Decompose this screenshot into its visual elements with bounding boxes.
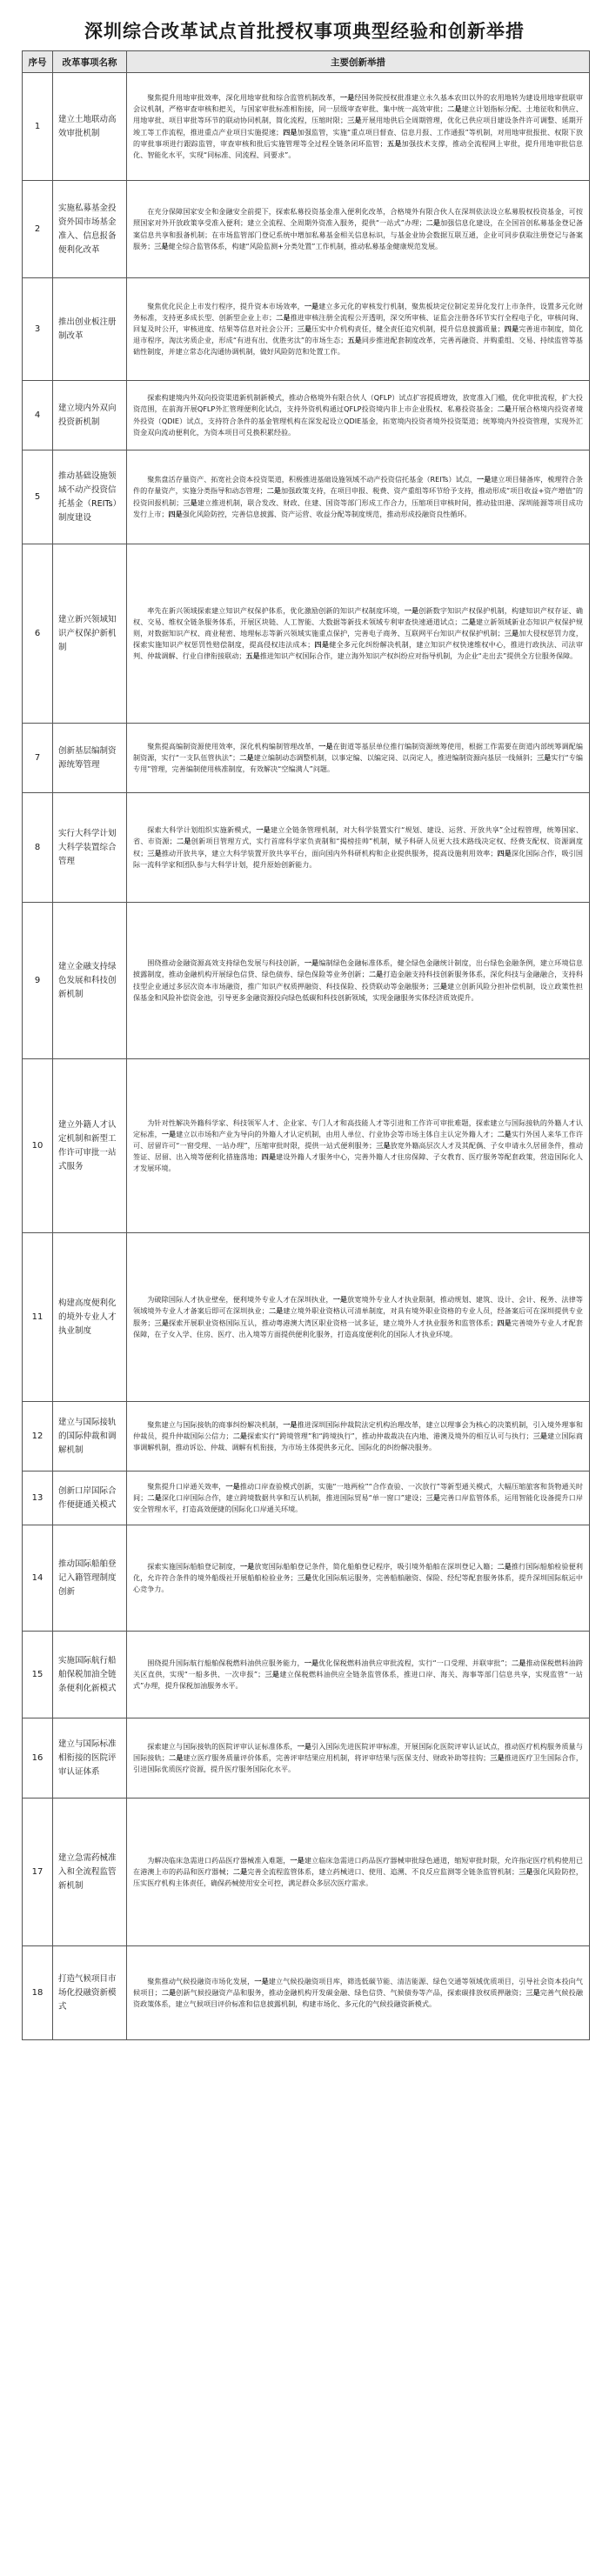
measure-text: 加强监管，实施“重点项目督查、信息月报、工作通报”等机制，对用地审批报批、权限下放的审批事项进行跟踪监管，审查审核和批后实施管理等全过程全链条闭环监管； <box>133 127 583 148</box>
measure-text: 推动保税燃料油跨关区直供，实现“一船多供、一次申报”； <box>133 1658 583 1678</box>
measure-ordinal: 二是 <box>497 1561 512 1571</box>
table-row <box>23 793 590 903</box>
measure-ordinal: 一是 <box>318 741 333 751</box>
measure-ordinal: 一是 <box>256 825 271 835</box>
measure-text: 推动口岸查验模式创新，实施“一地两检”“合作查验、一次放行”等新型通关模式，大幅压缩旅客和货物通关时间； <box>133 1481 583 1502</box>
measure-text: 建立全链条管理机制，对大科学装置实行“规划、建设、运营、开放共享”全过程管理，统筹国家、省、市资源； <box>133 825 583 846</box>
measure-text: 加强政策支持，在项目申报、税费、资产重组等环节给予支持，推动形成“项目收益+资产增值”的投资回报机制； <box>133 486 584 507</box>
measure-ordinal: 三是 <box>532 1431 548 1440</box>
measure-ordinal: 二是 <box>147 1492 162 1502</box>
measure-ordinal: 二是 <box>425 218 441 228</box>
reform-item-name: 实行大科学计划大科学装置综合管理 <box>53 793 127 903</box>
table-row <box>23 73 590 181</box>
measure-ordinal: 三是 <box>154 241 169 250</box>
measure-text: 加大侵权惩罚力度，探索实施知识产权惩罚性赔偿制度，提高侵权违法成本； <box>133 628 583 650</box>
measure-text: 探索实行“跨境管理”和“跨境执行”，推动仲裁裁决在内地、港澳及境外的相互认可与执行； <box>247 1431 533 1440</box>
measure-text: 建立以市场和产业为导向的外籍人才认定机制，由用人单位、行业协会等市场主体自主认定外籍人才； <box>176 1129 498 1138</box>
measure-ordinal: 一是 <box>339 93 355 103</box>
measure-text: 建立临床急需进口药品医疗器械审批绿色通道，缩短审批时限，允许指定医疗机构使用已在港澳上市的药品和医疗器械； <box>133 1855 583 1876</box>
row-number: 6 <box>23 544 53 724</box>
measure-text: 健全多元化纠纷解决机制，建立知识产权快速维权中心，推进行政执法、司法审判、仲裁调解、行业自律衔接联动； <box>133 640 583 661</box>
measure-text: 建立编制动态调整机制，以事定编、以编定岗、以岗定人，推进编制资源向基层一线倾斜； <box>253 752 537 762</box>
measure-text: 探索大科学计划组织实施新模式， <box>147 825 257 835</box>
measure-text: 建立新领域新业态知识产权保护规则，对数据知识产权、商业秘密、地理标志等新兴领域实施重点保护，完善电子商务、互联网平台知识产权保护机制； <box>133 617 583 637</box>
measures-paragraph <box>133 824 583 870</box>
measure-text: 强化风险防控，压实医疗机构主体责任，确保药械使用安全可控，满足群众多层次医疗需求。 <box>133 1866 583 1888</box>
reform-item-name: 建立新兴领域知识产权保护新机制 <box>53 544 127 724</box>
measure-ordinal: 一是 <box>225 1481 240 1491</box>
measure-text: 引入国际先进医院评审标准，开展国际化医院评审认证试点，推动医疗机构服务质量与国际接轨； <box>133 1741 583 1762</box>
measures-paragraph <box>133 301 583 357</box>
measures-paragraph <box>133 1658 583 1692</box>
measure-ordinal: 四是 <box>283 127 298 137</box>
row-number: 14 <box>23 1525 53 1632</box>
innovation-measures <box>127 1402 590 1472</box>
table-row <box>23 1402 590 1472</box>
measure-text: 推行国际船舶检验便利化，允许符合条件的境外船级社开展船舶检验业务； <box>133 1561 583 1582</box>
measures-paragraph <box>133 1419 583 1453</box>
measures-paragraph <box>133 392 583 437</box>
measure-ordinal: 一是 <box>283 1419 298 1429</box>
measures-paragraph <box>133 1294 583 1339</box>
measures-paragraph <box>133 1855 583 1889</box>
measure-text: 健全综合监管体系，构建“风险监测+分类处置”工作机制，推动私募基金健康规范发展。 <box>168 241 443 250</box>
measure-ordinal: 二是 <box>497 1129 512 1138</box>
measure-ordinal: 三是 <box>525 1987 540 1997</box>
measure-text: 聚焦推动气候投融资市场化发展， <box>147 1976 255 1985</box>
measure-ordinal: 三是 <box>490 1752 505 1762</box>
measure-ordinal: 二是 <box>232 1866 248 1876</box>
table-body <box>23 73 590 2040</box>
reform-item-name: 建立与国际标准相衔接的医院评审认证体系 <box>53 1718 127 1799</box>
measure-ordinal: 四是 <box>314 640 330 650</box>
measure-text: 优化国际航运服务，完善船舶融资、保险、经纪等配套服务体系，提升深圳国际航运中心竞争力。 <box>133 1572 583 1594</box>
measure-ordinal: 四是 <box>497 848 512 858</box>
measures-paragraph <box>133 1118 583 1174</box>
row-number: 11 <box>23 1233 53 1402</box>
table-row <box>23 1233 590 1402</box>
innovation-measures <box>127 903 590 1059</box>
measure-text: 完善口岸监管体系，运用智能化设备提升口岸安全管理水平，打造高效便捷的国际化口岸通关环境。 <box>133 1492 583 1514</box>
innovation-measures <box>127 278 590 381</box>
measure-ordinal: 二是 <box>232 1431 248 1440</box>
measure-text: 压实中介机构责任，健全责任追究机制，提升信息披露质量； <box>311 324 505 333</box>
table-row <box>23 381 590 450</box>
measure-text: 在充分保障国家安全和金融安全前提下，探索私募投资基金准入便利化改革，合格境外有限合伙人在深圳依法设立私募股权投资基金，可按照国家对外开放政策享受准入便利；建立全流程、全周期外资准入服务，提供“一站式”办理； <box>133 207 583 228</box>
reform-item-name: 创新基层编制资源统筹管理 <box>53 724 127 793</box>
measure-ordinal: 二是 <box>511 1658 526 1667</box>
measure-text: 加强技术支撑，推动全流程网上审批，提升用地审批信息化、智能化水平，实现“同标准、同流程、同要求”。 <box>133 138 583 159</box>
measures-paragraph <box>133 1481 583 1515</box>
measure-text: 强化风险防控，完善信息披露、资产运营、收益分配等制度规范，推动形成投融资良性循环。 <box>182 509 472 518</box>
measure-text: 同步推进配套制度改革，完善再融资、并购重组、交易、持续监管等基础性制度，并建立常态化沟通协调机制，做好风险防范和处置工作。 <box>133 336 583 357</box>
reform-item-name: 实施国际航行船舶保税加油全链条便利化新模式 <box>53 1632 127 1718</box>
measure-text: 聚焦提升口岸通关效率， <box>147 1481 226 1491</box>
measure-text: 实行外国人来华工作许可、居留许可“一窗受理、一站办理”，压缩审批时限，提供一站式便利服务； <box>133 1129 583 1150</box>
document-title: 深圳综合改革试点首批授权事项典型经验和创新举措 <box>84 21 525 42</box>
header-content: 主要创新举措 <box>127 51 590 73</box>
reform-item-name: 建立与国际接轨的国际仲裁和调解机制 <box>53 1402 127 1472</box>
measure-text: 围绕推动金融资源高效支持绿色发展与科技创新， <box>147 958 304 968</box>
measure-text: 打造金融支持科技创新服务体系，深化科技与金融融合，支持科技型企业通过多层次资本市场融资，推广知识产权质押融资、科技保险、投贷联动等金融服务； <box>133 970 583 991</box>
measure-ordinal: 二是 <box>239 752 254 762</box>
measure-ordinal: 三是 <box>183 497 197 507</box>
measure-ordinal: 二是 <box>461 617 476 626</box>
table-row <box>23 450 590 544</box>
measure-text: 完善气候投融资政策体系，建立气候项目评价标准和信息披露机制，构建市场化、多元化的气候投融资新模式。 <box>133 1987 583 2009</box>
measure-text: 探索建立与国际接轨的医院评审认证标准体系， <box>147 1741 298 1751</box>
innovation-measures <box>127 381 590 450</box>
measure-text: 推动开放共享，建立大科学装置开放共享平台，面向国内外科研机构和企业提供服务，提高设施利用效率； <box>161 848 498 858</box>
measure-ordinal: 五是 <box>245 651 260 661</box>
row-number: 7 <box>23 724 53 793</box>
measure-text: 完善境外专业人才配套保障，在子女入学、住房、医疗、出入境等方面提供便利化服务，打造高度便利化的国际人才执业环境。 <box>133 1318 583 1338</box>
row-number: 2 <box>23 181 53 278</box>
measure-text: 经国务院授权批准建立永久基本农田以外的农用地转为建设用地审批联审会议机制，严格审查审核和把关，与国家审批标准相衔接，同一层级审查审批、集中统一高效审批； <box>133 93 583 114</box>
measure-ordinal: 二是 <box>447 104 462 114</box>
measure-text: 优化保税燃料油供应审批流程，实行“一口受理、并联审批”； <box>318 1658 512 1667</box>
measure-ordinal: 二是 <box>497 404 512 414</box>
table-row <box>23 1946 590 2040</box>
innovation-measures <box>127 793 590 903</box>
innovation-measures <box>127 1799 590 1946</box>
measure-ordinal: 一是 <box>304 958 319 968</box>
measures-paragraph <box>133 1976 583 2010</box>
innovation-measures <box>127 1525 590 1632</box>
measures-paragraph <box>133 92 583 161</box>
reform-item-name: 实施私募基金投资外国市场基金准入、信息报备便利化改革 <box>53 181 127 278</box>
innovation-measures <box>127 1233 590 1402</box>
measure-ordinal: 二是 <box>368 970 384 979</box>
measure-ordinal: 三是 <box>347 116 362 125</box>
measure-text: 聚焦提升用地审批效率，深化用地审批和综合监管机制改革， <box>147 93 340 103</box>
measure-text: 聚焦盘活存量资产、拓宽社会资本投资渠道，积极推进基础设施领域不动产投资信托基金（REITs）试点， <box>147 475 478 484</box>
table-row <box>23 724 590 793</box>
row-number: 10 <box>23 1059 53 1233</box>
row-number: 4 <box>23 381 53 450</box>
table-row <box>23 903 590 1059</box>
measure-text: 建立医疗服务质量评价体系，完善评审结果应用机制，将评审结果与医保支付、财政补助等挂钩； <box>183 1752 491 1762</box>
row-number: 18 <box>23 1946 53 2040</box>
table-row <box>23 1472 590 1525</box>
measure-ordinal: 五是 <box>347 336 362 345</box>
measure-ordinal: 三是 <box>376 1140 391 1150</box>
measure-text: 探索开展职业资格国际互认，推动粤港澳大湾区职业资格一试多证，建立境外人才执业服务和监管体系； <box>169 1318 498 1327</box>
reform-item-name: 推出创业板注册制改革 <box>53 278 127 381</box>
measure-ordinal: 一是 <box>239 1561 255 1571</box>
measures-paragraph <box>133 741 583 775</box>
measure-text: 完善退市制度，简化退市程序，淘汰劣质企业，形成“有进有出、优胜劣汰”的市场生态； <box>133 324 583 345</box>
measure-ordinal: 一是 <box>290 1855 304 1865</box>
measure-text: 推进深圳国际仲裁院法定机构治理改革，建立以理事会为核心的决策机制，引入境外理事和仲裁员，提升仲裁国际公信力； <box>133 1419 583 1440</box>
row-number: 1 <box>23 73 53 181</box>
measure-text: 完善全流程监管体系，建立药械进口、使用、追溯、不良反应监测等全链条监管机制； <box>247 1866 519 1876</box>
reform-item-name: 构建高度便利化的境外专业人才执业制度 <box>53 1233 127 1402</box>
measure-text: 放宽境外专业人才执业限制，推动规划、建筑、设计、会计、税务、法律等领域境外专业人才备案后即可在深圳执业； <box>133 1295 583 1316</box>
measure-ordinal: 三是 <box>425 1492 441 1502</box>
measure-text: 在街道等基层单位推行编制资源统筹使用，根据工作需要在街道内部统筹调配编制资源，实行“一支队伍管执法”； <box>133 741 583 762</box>
measure-ordinal: 四是 <box>504 324 519 333</box>
measure-text: 推进医疗卫生国际合作，引进国际优质医疗资源，提升医疗服务国际化水平。 <box>133 1752 583 1774</box>
innovation-measures <box>127 1632 590 1718</box>
measure-ordinal: 一是 <box>304 1658 319 1667</box>
row-number: 12 <box>23 1402 53 1472</box>
measure-ordinal: 四是 <box>261 1152 277 1162</box>
measure-ordinal: 一是 <box>304 301 319 310</box>
table-header-row <box>23 51 590 73</box>
row-number: 13 <box>23 1472 53 1525</box>
measure-ordinal: 四是 <box>168 509 183 518</box>
measure-text: 围绕提升国际航行船舶保税燃料油供应服务能力， <box>147 1658 304 1667</box>
table-row <box>23 1632 590 1718</box>
measures-paragraph <box>133 1741 583 1775</box>
measure-text: 为针对性解决外籍科学家、科技领军人才、企业家、专门人才和高技能人才等引进和工作许可审批难题，探索建立与国际接轨的外籍人才认定标准， <box>133 1118 583 1138</box>
measure-ordinal: 三是 <box>297 1572 312 1582</box>
row-number: 16 <box>23 1718 53 1799</box>
measure-text: 建立计划指标分配、土地征收和供应、用地审批、项目审批等环节的联动协同机制，简化流程，压缩时限； <box>133 104 583 125</box>
reform-item-name: 打造气候项目市场化投融资新模式 <box>53 1946 127 2040</box>
measure-text: 编制绿色金融标准体系，健全绿色金融统计制度，出台绿色金融条例，建立环境信息披露制度，推动金融机构开展绿色信贷、绿色债券、绿色保险等业务创新； <box>133 958 583 979</box>
reform-item-name: 建立金融支持绿色发展和科技创新机制 <box>53 903 127 1059</box>
measure-text: 聚焦建立与国际接轨的商事纠纷解决机制， <box>147 1419 284 1429</box>
measure-ordinal: 二是 <box>176 837 191 846</box>
measure-text: 开展用地供后全周期管理，优化已供应项目建设条件许可调整、延期开竣工等工作流程，推进重点产业项目实施提速； <box>133 116 583 137</box>
measure-ordinal: 三是 <box>154 1318 170 1327</box>
measure-ordinal: 二是 <box>268 1306 284 1316</box>
innovation-measures <box>127 450 590 544</box>
measure-text: 建立创新风险分担补偿机制，设立政策性担保基金和风险补偿资金池，引导更多金融资源投向绿色低碳和科技创新领域，实现金融服务实体经济质效提升。 <box>133 981 583 1002</box>
reform-item-name: 推动国际船舶登记入籍管理制度创新 <box>53 1525 127 1632</box>
measure-text: 建立多元化的审核发行机制，聚焦板块定位制定差异化发行上市条件，设置多元化财务标准，支持更多成长型、创新型企业上市； <box>133 301 583 322</box>
measure-ordinal: 二是 <box>168 1752 184 1762</box>
measure-ordinal: 一是 <box>254 1976 269 1985</box>
measure-text: 推进审核注册全流程公开透明，深交所审核、证监会注册各环节实行全程电子化，审核问询、回复及时公开，审核进度、结果等信息对社会公开； <box>133 312 583 333</box>
reform-item-name: 创新口岸国际合作便捷通关模式 <box>53 1472 127 1525</box>
table-row <box>23 1059 590 1233</box>
reform-item-name: 建立外籍人才认定机制和新型工作许可审批一站式服务 <box>53 1059 127 1233</box>
measure-text: 建立境外职业资格认可清单制度，对具有境外职业资格的专业人员，经备案后可在深圳提供专业服务； <box>133 1306 583 1327</box>
measure-text: 深化国际合作，吸引国际一流科学家和团队参与大科学计划，提升原始创新能力。 <box>133 848 583 869</box>
measure-ordinal: 三是 <box>264 1669 280 1678</box>
table-row <box>23 1718 590 1799</box>
measure-ordinal: 一是 <box>161 1129 177 1138</box>
measures-paragraph <box>133 474 583 519</box>
measure-ordinal: 三是 <box>432 981 448 991</box>
measure-text: 探索实施国际船舶登记制度， <box>147 1561 240 1571</box>
measure-text: 为解决临床急需进口药品医疗器械准入难题， <box>147 1855 291 1865</box>
table-row <box>23 181 590 278</box>
innovation-measures <box>127 544 590 724</box>
innovation-measures <box>127 73 590 181</box>
measure-ordinal: 一是 <box>332 1295 348 1305</box>
reform-item-name: 推动基础设施领域不动产投资信托基金（REITs）制度建设 <box>53 450 127 544</box>
measure-ordinal: 二是 <box>161 1987 177 1997</box>
innovation-measures <box>127 1059 590 1233</box>
table-row <box>23 278 590 381</box>
measure-text: 放宽外籍高层次人才及其配偶、子女申请永久居留条件，推动签证、居留、出入境等便利化措施落地； <box>133 1140 583 1162</box>
table-row <box>23 1799 590 1946</box>
measure-ordinal: 五是 <box>386 138 402 148</box>
measure-ordinal: 一是 <box>477 475 492 484</box>
measure-ordinal: 二是 <box>266 486 281 496</box>
measure-text: 推进知识产权国际合作，建立海外知识产权纠纷应对指导机制，为企业“走出去”提供全方位服务保障。 <box>259 651 578 661</box>
measure-text: 建立气候投融资项目库，筛选低碳节能、清洁能源、绿色交通等领域优质项目，引导社会资本投向气候项目； <box>133 1976 583 1997</box>
header-no: 序号 <box>23 51 53 73</box>
reform-item-name: 建立土地联动高效审批机制 <box>53 73 127 181</box>
measure-text: 深化口岸国际合作，建立跨境数据共享和互认机制，推进国际贸易“单一窗口”建设； <box>161 1492 426 1502</box>
measure-text: 建立项目储备库，梳理符合条件的存量资产，实施分类指导和动态管理； <box>133 475 583 496</box>
measure-ordinal: 一是 <box>297 1741 312 1751</box>
measure-ordinal: 三是 <box>504 628 519 637</box>
row-number: 9 <box>23 903 53 1059</box>
measure-text: 建立推进机制，联合发改、财政、住建、国资等部门形成工作合力，压缩项目审核时间，推动盐田港、深圳能源等项目成功发行上市； <box>133 497 583 518</box>
measure-text: 实行“专编专用”管理，完善编制使用核准制度，有效解决“空编满人”问题。 <box>133 752 583 774</box>
table-row <box>23 1525 590 1632</box>
measure-ordinal: 四是 <box>497 1318 512 1327</box>
measure-ordinal: 二是 <box>276 312 291 322</box>
measure-text: 为破除国际人才执业壁垒，便利境外专业人才在深圳执业， <box>147 1295 333 1305</box>
measure-ordinal: 三是 <box>536 752 552 762</box>
measure-ordinal: 三是 <box>147 848 162 858</box>
measure-text: 建立保税燃料油供应全链条监管体系，推进口岸、海关、海事等部门信息共享，实现监管“一站式”办理，提升保税加油服务水平。 <box>133 1669 583 1691</box>
measure-text: 聚焦提高编制资源使用效率，深化机构编制管理改革， <box>147 741 319 751</box>
measure-ordinal: 三是 <box>297 324 312 333</box>
measure-ordinal: 一是 <box>404 605 419 615</box>
measure-text: 创新项目管理方式，实行首席科学家负责制和“揭榜挂帅”机制，赋予科研人员更大技术路线决定权、经费支配权、资源调度权； <box>133 837 583 858</box>
measure-text: 放宽国际船舶登记条件，简化船舶登记程序，吸引境外船舶在深圳登记入籍； <box>254 1561 498 1571</box>
innovation-measures <box>127 181 590 278</box>
innovation-measures <box>127 1946 590 2040</box>
measure-text: 开展合格境内投资者境外投资（QDIE）试点，支持符合条件的基金管理机构在深发起设立QDIE基金，拓宽境内投资者境外投资渠道；统筹境内外投资管理，实现外汇资金双向流动便利化，为资本项目可兑换积累经验。 <box>133 404 583 437</box>
measures-paragraph <box>133 1561 583 1595</box>
measure-text: 聚焦优化民企上市发行程序，提升资本市场效率， <box>147 301 304 310</box>
reform-item-name: 建立急需药械准入和全流程监管新机制 <box>53 1799 127 1946</box>
row-number: 17 <box>23 1799 53 1946</box>
innovation-measures <box>127 724 590 793</box>
measure-text: 探索构建境内外双向投资渠道新机制新模式，推动合格境外有限合伙人（QFLP）试点扩容提质增效，放宽准入门槛，优化审批流程，扩大投资范围，在前海开展QFLP外汇管理便利化试点，支持外资机构通过QFLP投资境内非上市企业股权、私募投资基金； <box>133 393 583 414</box>
measure-text: 率先在新兴领域探索建立知识产权保护体系，优化激励创新的知识产权制度环境， <box>147 605 405 615</box>
reform-table <box>22 50 590 2040</box>
innovation-measures <box>127 1472 590 1525</box>
measure-text: 加强信息化建设，在全国首创私募基金登记备案信息共享和报备机制；在市场监管部门登记系统中增加私募基金相关信息标识，与基金业协会数据互联互通，企业可同步获取注册登记与备案服务； <box>133 218 583 250</box>
innovation-measures <box>127 1718 590 1799</box>
measures-paragraph <box>133 206 583 251</box>
row-number: 3 <box>23 278 53 381</box>
measure-text: 建立国际商事调解机制，推动诉讼、仲裁、调解有机衔接，为市场主体提供多元化、国际化的纠纷解决服务。 <box>133 1431 583 1452</box>
row-number: 5 <box>23 450 53 544</box>
measure-text: 创新气候投融资产品和服务，推动金融机构开发碳金融、绿色信贷、气候债券等产品，探索碳排放权质押融资； <box>176 1987 526 1997</box>
measures-paragraph <box>133 605 583 662</box>
measure-ordinal: 三是 <box>519 1866 533 1876</box>
measure-text: 建设外籍人才服务中心，完善外籍人才住房保障、子女教育、医疗服务等配套政策，营造国际化人才发展环境。 <box>133 1152 583 1173</box>
reform-item-name: 建立境内外双向投资新机制 <box>53 381 127 450</box>
measures-paragraph <box>133 958 583 1003</box>
measure-text: 创新数字知识产权保护机制，构建知识产权存证、确权、交易、维权全链条服务体系，开展区块链、人工智能、大数据等新技术领域专利审查快速通道试点； <box>133 605 583 626</box>
row-number: 8 <box>23 793 53 903</box>
header-name: 改革事项名称 <box>53 51 127 73</box>
row-number: 15 <box>23 1632 53 1718</box>
table-row <box>23 544 590 724</box>
